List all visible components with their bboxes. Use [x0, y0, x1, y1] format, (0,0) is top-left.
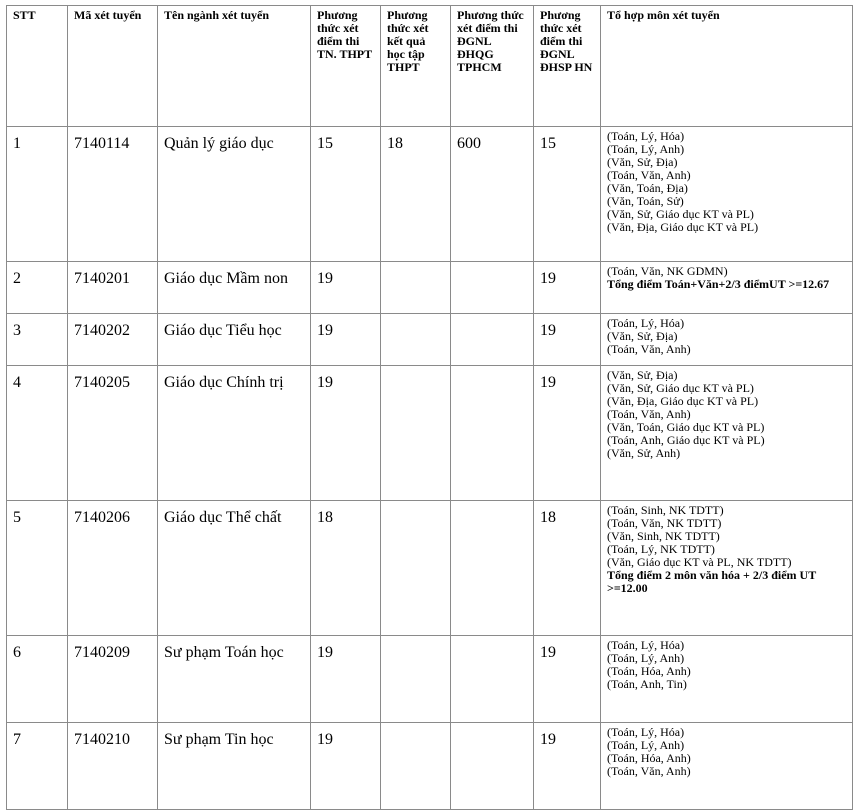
- row-code: 7140114: [68, 127, 158, 262]
- row-combos: [601, 636, 853, 723]
- table-body: [7, 127, 853, 810]
- row-score-transcript: [381, 501, 451, 636]
- row-score-dgnl-hcm: [451, 501, 534, 636]
- row-combos: [601, 501, 853, 636]
- header-stt: STT: [7, 6, 68, 127]
- row-score-dgnl-hcm: [451, 636, 534, 723]
- subject-combo: (Toán, Văn, Anh): [607, 168, 691, 182]
- row-major: Giáo dục Mầm non: [158, 262, 311, 314]
- table-row: [7, 127, 853, 262]
- subject-combo: (Toán, Hóa, Anh): [607, 751, 691, 765]
- row-score-dgnl-hcm: [451, 314, 534, 366]
- subject-combo: (Văn, Sử, Địa): [607, 368, 678, 382]
- row-score-transcript: [381, 262, 451, 314]
- header-row: [7, 6, 853, 127]
- row-score-dgnl-hnue: 15: [534, 127, 601, 262]
- header-method-dgnl-hnue: Phương thức xét điểm thi ĐGNL ĐHSP HN: [534, 6, 601, 127]
- subject-combo: (Toán, Hóa, Anh): [607, 664, 691, 678]
- row-combos: [601, 262, 853, 314]
- subject-combo: (Văn, Sử, Anh): [607, 446, 681, 460]
- subject-combo: (Toán, Văn, NK GDMN): [607, 264, 728, 278]
- header-method-thpt-exam: Phương thức xét điểm thi TN. THPT: [311, 6, 381, 127]
- table-row: [7, 636, 853, 723]
- table-row: [7, 262, 853, 314]
- subject-combo: (Toán, Lý, Hóa): [607, 316, 685, 330]
- row-score-dgnl-hcm: [451, 262, 534, 314]
- row-score-dgnl-hnue: 19: [534, 723, 601, 810]
- subject-combo: (Toán, Lý, Hóa): [607, 638, 685, 652]
- row-stt: 5: [7, 501, 68, 636]
- row-score-thpt-exam: 19: [311, 636, 381, 723]
- row-score-dgnl-hcm: 600: [451, 127, 534, 262]
- row-stt: 1: [7, 127, 68, 262]
- row-score-dgnl-hnue: 19: [534, 314, 601, 366]
- row-score-thpt-exam: 19: [311, 723, 381, 810]
- subject-combo: (Văn, Sử, Giáo dục KT và PL): [607, 207, 754, 221]
- row-score-thpt-exam: 19: [311, 262, 381, 314]
- table-row: [7, 501, 853, 636]
- subject-combo: (Văn, Sinh, NK TDTT): [607, 529, 720, 543]
- row-score-dgnl-hnue: 19: [534, 262, 601, 314]
- row-code: 7140205: [68, 366, 158, 501]
- subject-combo: (Toán, Lý, Hóa): [607, 129, 685, 143]
- subject-combo: (Văn, Toán, Giáo dục KT và PL): [607, 420, 765, 434]
- header-major: Tên ngành xét tuyển: [158, 6, 311, 127]
- row-score-transcript: [381, 366, 451, 501]
- row-score-transcript: 18: [381, 127, 451, 262]
- header-method-transcript: Phương thức xét kết quả học tập THPT: [381, 6, 451, 127]
- subject-combo: (Văn, Sử, Địa): [607, 329, 678, 343]
- subject-combo: (Văn, Địa, Giáo dục KT và PL): [607, 220, 759, 234]
- header-code: Mã xét tuyển: [68, 6, 158, 127]
- subject-combo: (Toán, Lý, Anh): [607, 142, 685, 156]
- subject-combo: (Toán, Sinh, NK TDTT): [607, 503, 724, 517]
- row-combos: [601, 366, 853, 501]
- subject-combo: (Toán, Văn, Anh): [607, 764, 691, 778]
- row-major: Sư phạm Tin học: [158, 723, 311, 810]
- row-stt: 3: [7, 314, 68, 366]
- subject-combo: (Toán, Anh, Giáo dục KT và PL): [607, 433, 765, 447]
- subject-combo: (Toán, Anh, Tin): [607, 677, 687, 691]
- header-combos: Tổ hợp môn xét tuyển: [601, 6, 853, 127]
- table-row: [7, 723, 853, 810]
- header-method-dgnl-hcm: Phương thức xét điểm thi ĐGNL ĐHQG TPHCM: [451, 6, 534, 127]
- row-score-thpt-exam: 19: [311, 314, 381, 366]
- subject-combo: (Văn, Toán, Sử): [607, 194, 684, 208]
- row-score-dgnl-hnue: 19: [534, 366, 601, 501]
- subject-combo: (Văn, Toán, Địa): [607, 181, 688, 195]
- row-major: Sư phạm Toán học: [158, 636, 311, 723]
- row-major: Giáo dục Chính trị: [158, 366, 311, 501]
- row-score-thpt-exam: 19: [311, 366, 381, 501]
- row-code: 7140206: [68, 501, 158, 636]
- subject-combo: (Toán, Lý, Anh): [607, 651, 685, 665]
- subject-combo: (Văn, Sử, Giáo dục KT và PL): [607, 381, 754, 395]
- subject-combo: (Toán, Lý, NK TDTT): [607, 542, 715, 556]
- row-score-thpt-exam: 15: [311, 127, 381, 262]
- table-row: [7, 366, 853, 501]
- row-combos: [601, 723, 853, 810]
- row-score-transcript: [381, 314, 451, 366]
- score-requirement-note: Tổng điểm 2 môn văn hóa + 2/3 điểm UT >=12.00: [607, 568, 816, 595]
- subject-combo: (Toán, Lý, Hóa): [607, 725, 685, 739]
- row-code: 7140201: [68, 262, 158, 314]
- row-stt: 6: [7, 636, 68, 723]
- row-combos: [601, 314, 853, 366]
- admission-table: [6, 5, 853, 810]
- row-score-transcript: [381, 636, 451, 723]
- subject-combo: (Văn, Địa, Giáo dục KT và PL): [607, 394, 759, 408]
- row-combos: [601, 127, 853, 262]
- row-stt: 7: [7, 723, 68, 810]
- row-major: Quản lý giáo dục: [158, 127, 311, 262]
- subject-combo: (Toán, Lý, Anh): [607, 738, 685, 752]
- score-requirement-note: Tổng điểm Toán+Văn+2/3 điểmUT >=12.67: [607, 277, 830, 291]
- row-major: Giáo dục Tiểu học: [158, 314, 311, 366]
- row-stt: 4: [7, 366, 68, 501]
- subject-combo: (Văn, Giáo dục KT và PL, NK TDTT): [607, 555, 792, 569]
- row-score-dgnl-hnue: 19: [534, 636, 601, 723]
- row-code: 7140202: [68, 314, 158, 366]
- row-stt: 2: [7, 262, 68, 314]
- subject-combo: (Toán, Văn, Anh): [607, 342, 691, 356]
- row-code: 7140209: [68, 636, 158, 723]
- table-row: [7, 314, 853, 366]
- subject-combo: (Toán, Văn, NK TDTT): [607, 516, 722, 530]
- row-score-dgnl-hcm: [451, 723, 534, 810]
- row-score-dgnl-hnue: 18: [534, 501, 601, 636]
- subject-combo: (Toán, Văn, Anh): [607, 407, 691, 421]
- row-score-thpt-exam: 18: [311, 501, 381, 636]
- row-score-transcript: [381, 723, 451, 810]
- row-major: Giáo dục Thể chất: [158, 501, 311, 636]
- row-code: 7140210: [68, 723, 158, 810]
- subject-combo: (Văn, Sử, Địa): [607, 155, 678, 169]
- row-score-dgnl-hcm: [451, 366, 534, 501]
